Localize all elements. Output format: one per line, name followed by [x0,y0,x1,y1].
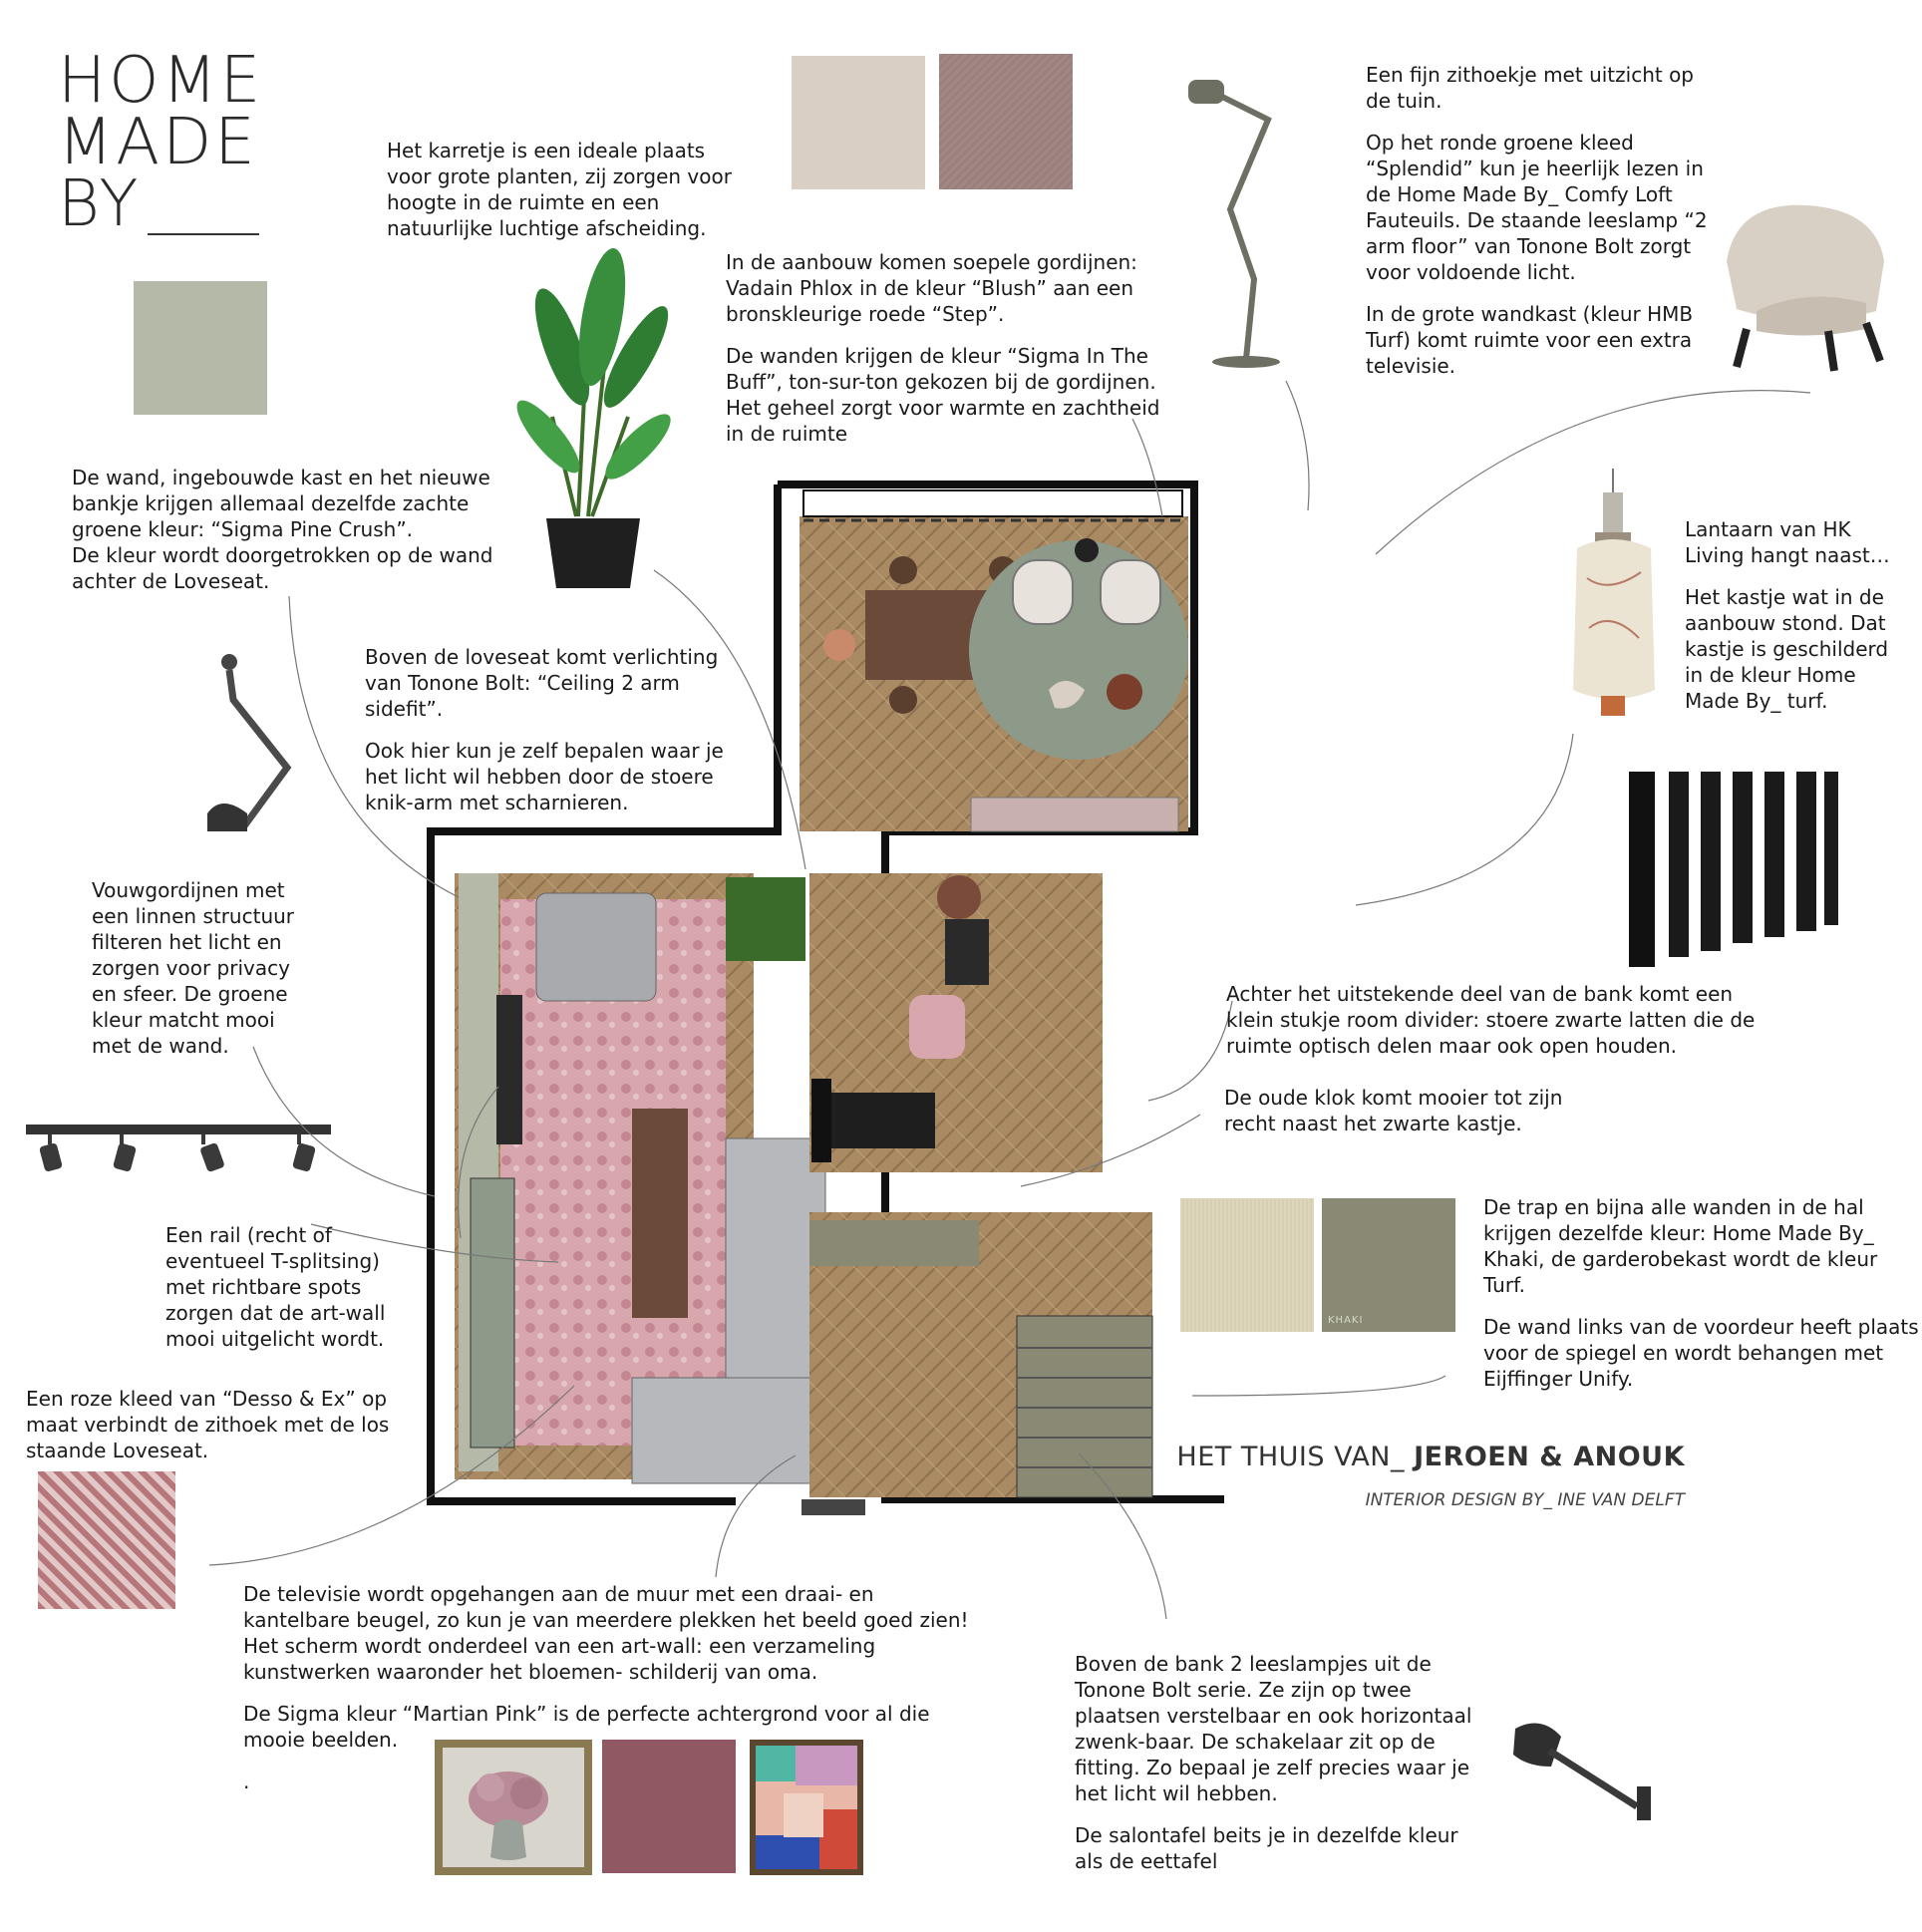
note-leeslampjes [1075,1651,1483,1890]
note-roomdivider [1226,981,1764,1075]
project-subtitle: INTERIOR DESIGN BY_ INE VAN DELFT [1365,1490,1685,1510]
note-kleed-text: Een roze kleed van “Desso & Ex” op maat verbindt de zithoek met de los staande Loveseat. [26,1387,390,1462]
note-leeslampjes-1: Boven de bank 2 leeslampjes uit de Tonone Bolt serie. Ze zijn op twee plaatsen verstelbaar en ook horizontaal zwenk-baar. De schakelaar zit op de fitting. Zo bepaal je zelf precies waar je het licht wil hebben. [1075,1652,1472,1805]
logo-line-3: BY [58,173,263,235]
note-tv-3: . [243,1770,250,1793]
note-trap-2: De wand links van de voordeur heeft plaats voor de spiegel en wordt behangen met Eijffinger Unify. [1483,1315,1919,1391]
note-karretje-text: Het karretje is een ideale plaats voor grote planten, zij zorgen voor hoogte in de ruimte en een natuurlijke luchtige afscheiding. [387,139,732,240]
project-title-names: JEROEN & ANOUK [1414,1442,1685,1472]
note-tv [243,1581,981,1810]
note-tv-2: De Sigma kleur “Martian Pink” is de perfecte achtergrond voor al die mooie beelden. [243,1702,930,1752]
project-title-prefix: HET THUIS VAN_ [1176,1442,1405,1472]
note-gordijnen-2: De wanden krijgen de kleur “Sigma In The Buff”, ton-sur-ton gekozen bij de gordijnen. Het geheel zorgt voor warmte en zachtheid in de ruimte [726,344,1160,446]
note-klok-text: De oude klok komt mooier tot zijn recht naast het zwarte kastje. [1224,1086,1563,1135]
note-roomdivider-text: Achter het uitstekende deel van de bank komt een klein stukje room divider: stoere zwarte latten die de ruimte optisch delen maar ook open houden. [1226,982,1756,1058]
swatch-khaki-label: KHAKI [1328,1315,1364,1326]
note-wand [72,439,510,636]
note-trap-1: De trap en bijna alle wanden in de hal krijgen dezelfde kleur: Home Made By_ Khaki, de garderobekast wordt de kleur Turf. [1483,1195,1878,1297]
logo-line-1: HOME [58,44,264,118]
title-block [1146,1442,1685,1510]
note-zithoek-2: Op het ronde groene kleed “Splendid” kun je heerlijk lezen in de Home Made By_ Comfy Loft Fauteuils. De staande leeslamp “2 arm floor” van Tonone Bolt zorgt voor voldoende licht. [1366,131,1708,284]
note-vouwgordijnen-text: Vouwgordijnen met een linnen structuur filteren het licht en zorgen voor privacy en sfeer. De groene kleur matcht mooi met de wand. [92,878,295,1058]
note-trap [1483,1194,1922,1408]
note-rail-text: Een rail (recht of eventueel T-splitsing) met richtbare spots zorgen dat de art-wall mooi uitgelicht wordt. [165,1223,386,1351]
note-zithoek-3: In de grote wandkast (kleur HMB Turf) komt ruimte voor een extra televisie. [1366,302,1694,378]
note-klok [1224,1085,1583,1152]
note-lantaarn-1: Lantaarn van HK Living hangt naast… [1685,517,1890,567]
note-kleed [26,1386,405,1479]
note-zithoek-1: Een fijn zithoekje met uitzicht op de tuin. [1366,63,1694,113]
note-lantaarn [1685,516,1904,730]
note-leeslampjes-2: De salontafel beits je in dezelfde kleur als de eettafel [1075,1823,1458,1873]
note-lantaarn-2: Het kastje wat in de aanbouw stond. Dat kastje is geschilderd in de kleur Home Made By_ turf. [1685,585,1889,713]
note-rail [165,1222,419,1368]
project-title [1146,1442,1685,1472]
note-karretje [387,138,736,257]
logo-line-2: MADE [58,106,258,179]
note-gordijnen-1: In de aanbouw komen soepele gordijnen: Vadain Phlox in de kleur “Blush” aan een bronskleurige roede “Step”. [726,250,1137,326]
note-zithoek [1366,62,1715,395]
note-tv-1: De televisie wordt opgehangen aan de muur met een draai- en kantelbare beugel, zo kun je van meerdere plekken het beeld goed zien! Het scherm wordt onderdeel van een art-wall: een verzameling kunstwerken waaronder het bloemen- schilderij van oma. [243,1582,969,1684]
note-verlichting-2: Ook hier kun je zelf bepalen waar je het licht wil hebben door de stoere knik-arm met scharnieren. [365,739,724,814]
note-gordijnen [726,249,1164,463]
note-verlichting [365,644,744,831]
note-verlichting-1: Boven de loveseat komt verlichting van Tonone Bolt: “Ceiling 2 arm sidefit”. [365,645,719,721]
note-wand-text: De wand, ingebouwde kast en het nieuwe bankje krijgen allemaal dezelfde zachte groene kleur: “Sigma Pine Crush”. De kleur wordt doorgetrokken op de wand achter de Loveseat. [72,466,493,593]
note-vouwgordijnen [92,877,303,1075]
